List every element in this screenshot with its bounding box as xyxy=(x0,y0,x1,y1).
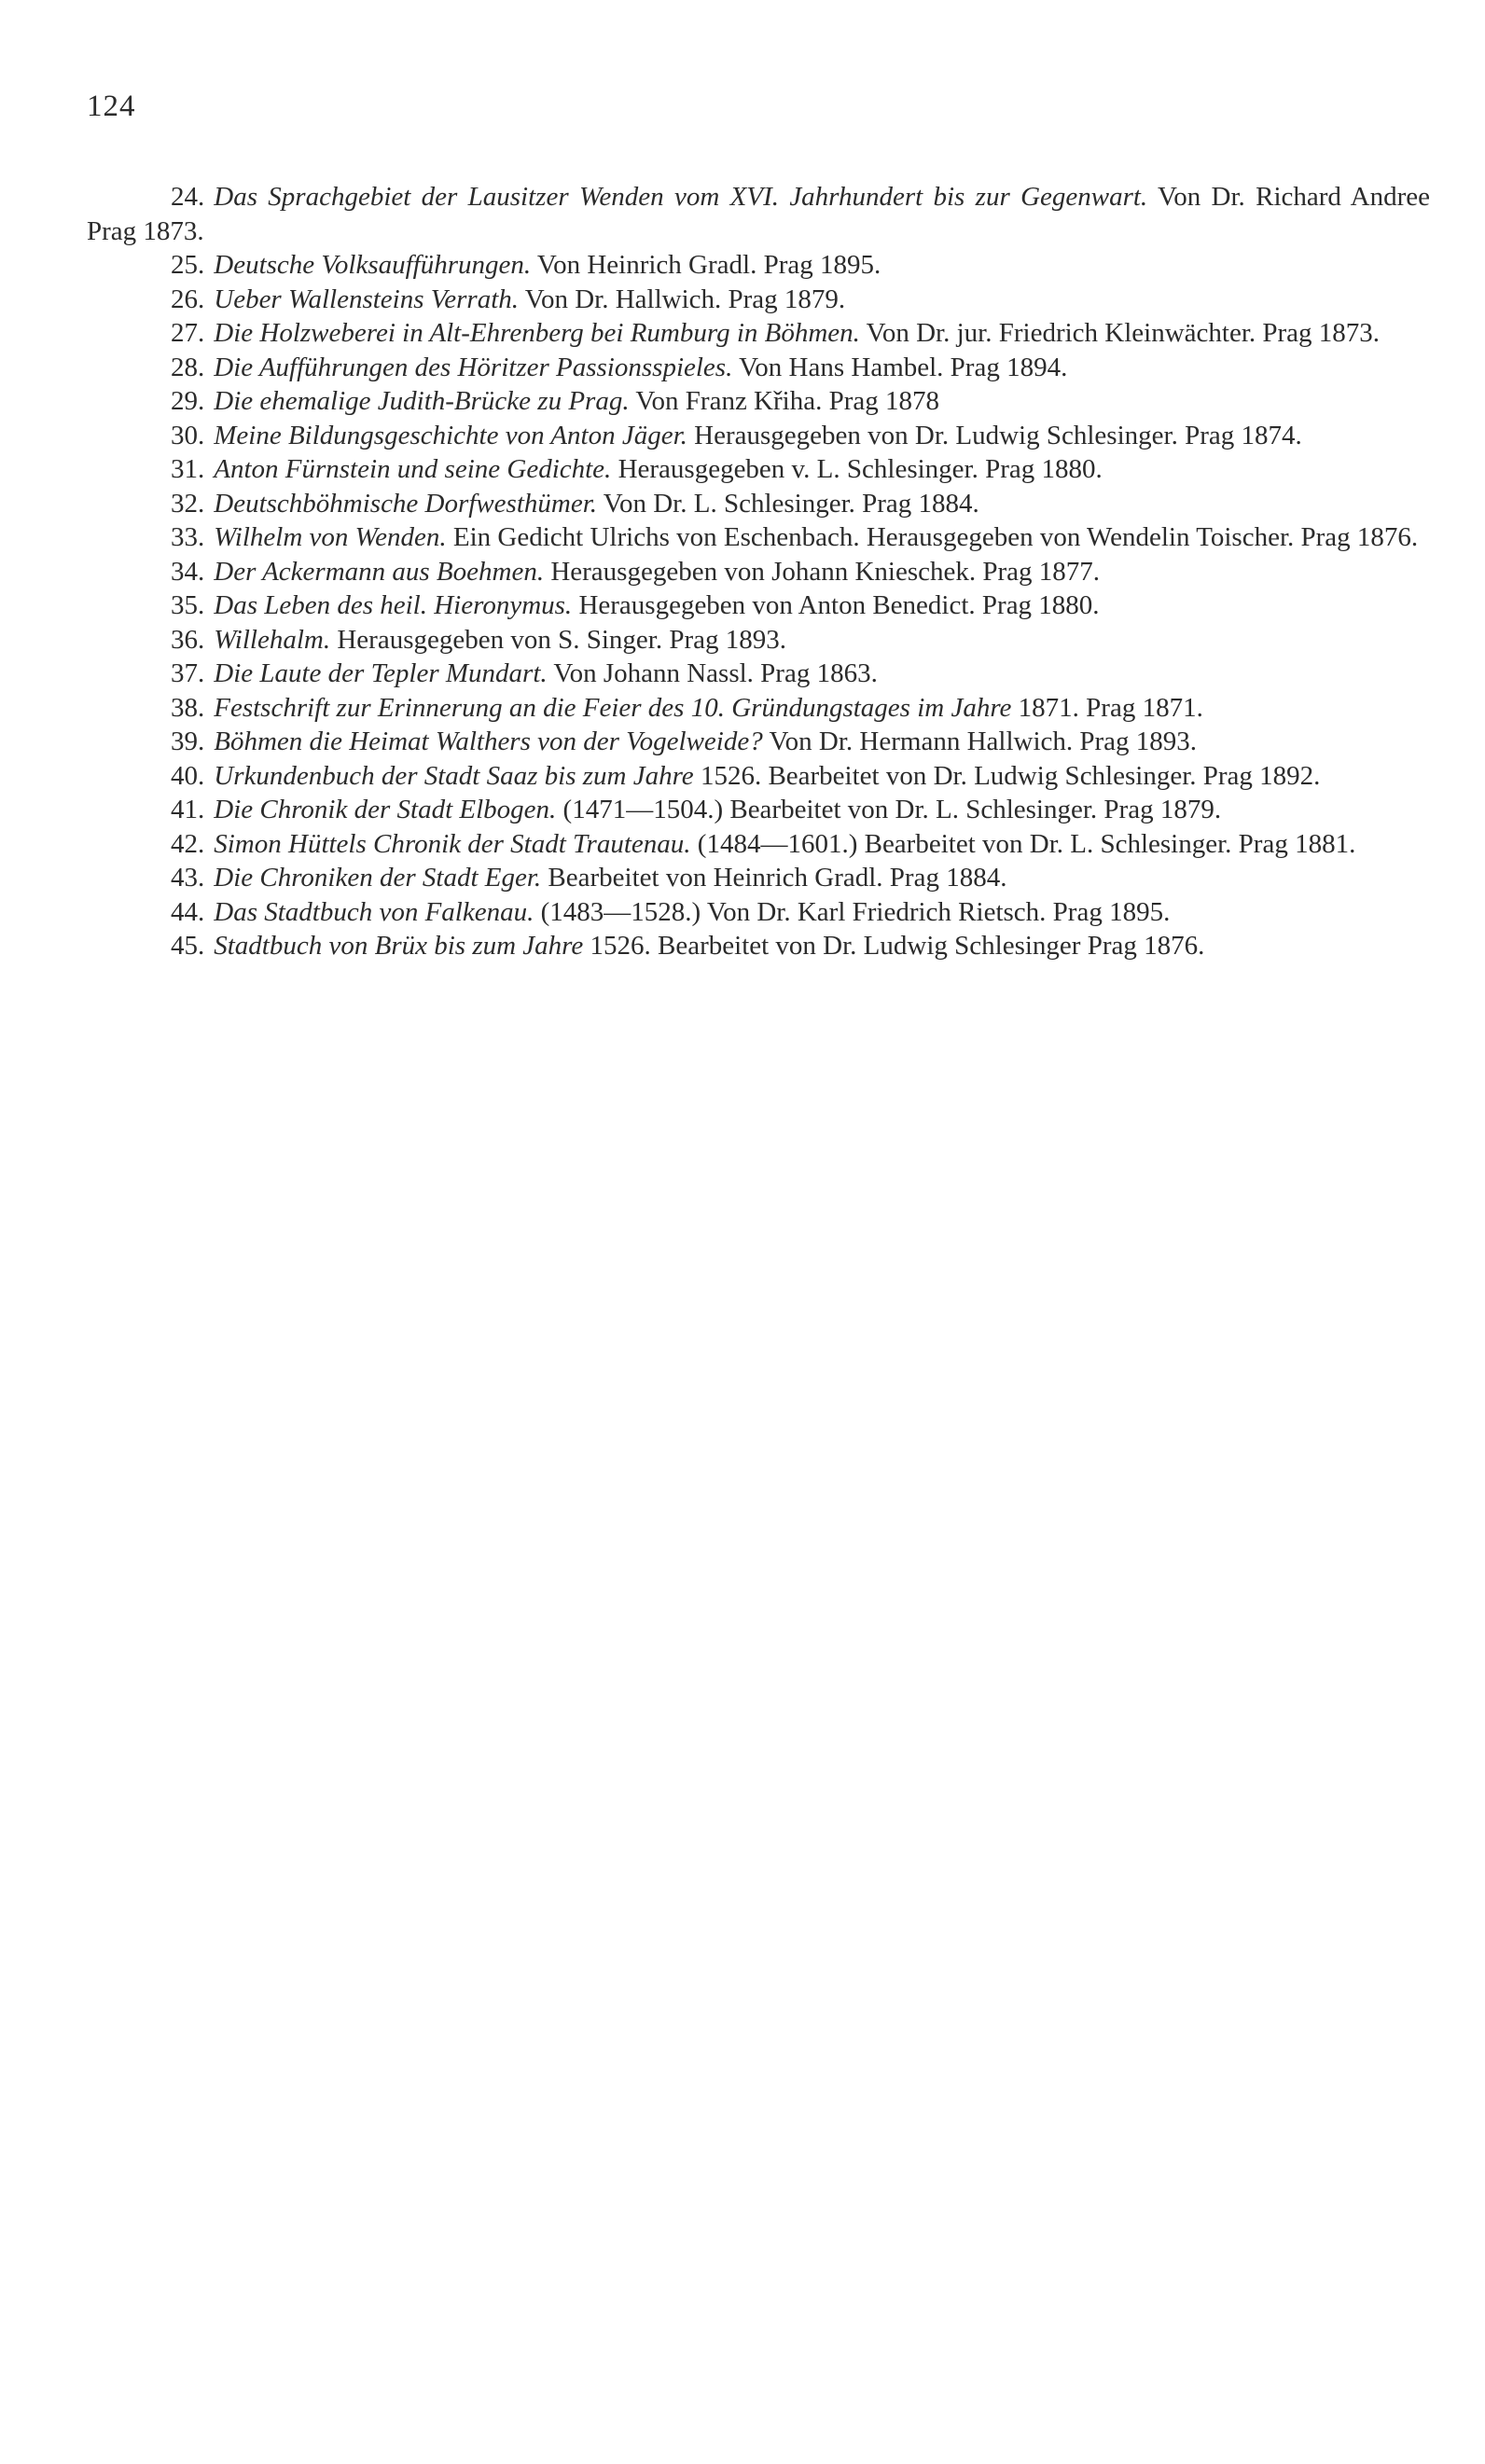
bibliography-entry xyxy=(87,929,1430,963)
entry-number: 26. xyxy=(171,284,205,314)
bibliography-list xyxy=(87,180,1430,963)
bibliography-entry xyxy=(87,793,1430,827)
entry-title: Deutsche Volksaufführungen. xyxy=(214,250,532,280)
bibliography-entry xyxy=(87,316,1430,351)
entry-number: 28. xyxy=(171,352,205,382)
entry-details: Von Dr. L. Schlesinger. Prag 1884. xyxy=(603,488,979,519)
entry-details: 1526. Bearbeitet von Dr. Ludwig Schlesinger. Prag 1892. xyxy=(700,760,1321,791)
entry-details: Herausgegeben von S. Singer. Prag 1893. xyxy=(337,624,787,655)
entry-number: 37. xyxy=(171,658,205,688)
page-number: 124 xyxy=(87,90,136,123)
entry-title: Böhmen die Heimat Walthers von der Vogelweide? xyxy=(214,727,763,756)
bibliography-entry xyxy=(87,487,1430,521)
entry-title: Deutschböhmische Dorfwesthümer. xyxy=(214,488,598,519)
bibliography-entry xyxy=(87,419,1430,453)
bibliography-entry xyxy=(87,623,1430,658)
entry-title: Festschrift zur Erinnerung an die Feier des 10. Gründungstages im Jahre xyxy=(214,692,1012,723)
bibliography-entry xyxy=(87,588,1430,623)
entry-number: 24. xyxy=(171,182,205,212)
entry-details: Von Dr. Richard Andree Prag 1873. xyxy=(87,182,1430,246)
entry-details: Von Dr. jur. Friedrich Kleinwächter. Prag 1873. xyxy=(866,318,1381,348)
entry-details: Von Dr. Hallwich. Prag 1879. xyxy=(524,284,846,314)
entry-number: 35. xyxy=(171,590,205,620)
entry-title: Wilhelm von Wenden. xyxy=(214,522,447,552)
bibliography-entry xyxy=(87,248,1430,283)
bibliography-entry xyxy=(87,895,1430,930)
entry-details: Von Heinrich Gradl. Prag 1895. xyxy=(536,250,881,280)
entry-details: Herausgegeben von Dr. Ludwig Schlesinger. Prag 1874. xyxy=(694,420,1302,450)
entry-details: Bearbeitet von Heinrich Gradl. Prag 1884. xyxy=(548,863,1007,893)
entry-title: Das Stadtbuch von Falkenau. xyxy=(214,896,534,927)
entry-title: Die Laute der Tepler Mundart. xyxy=(214,658,548,688)
entry-number: 25. xyxy=(171,250,205,280)
entry-number: 44. xyxy=(171,896,205,927)
entry-number: 32. xyxy=(171,488,205,519)
entry-details: Von Hans Hambel. Prag 1894. xyxy=(739,352,1068,382)
entry-details: Herausgegeben v. L. Schlesinger. Prag 1880. xyxy=(618,454,1103,484)
entry-title: Die Aufführungen des Höritzer Passionsspieles. xyxy=(214,352,733,382)
entry-number: 36. xyxy=(171,624,205,655)
entry-title: Simon Hüttels Chronik der Stadt Trautenau. xyxy=(214,828,691,859)
entry-details: Herausgegeben von Anton Benedict. Prag 1880. xyxy=(578,590,1100,620)
entry-title: Die Holzweberei in Alt-Ehrenberg bei Rumburg in Böhmen. xyxy=(214,318,860,348)
bibliography-entry xyxy=(87,452,1430,487)
entry-number: 33. xyxy=(171,522,205,552)
entry-title: Die Chronik der Stadt Elbogen. xyxy=(214,795,557,824)
entry-details: (1483—1528.) Von Dr. Karl Friedrich Rietsch. Prag 1895. xyxy=(540,896,1171,927)
bibliography-entry xyxy=(87,657,1430,691)
entry-title: Der Ackermann aus Boehmen. xyxy=(214,556,545,587)
entry-title: Urkundenbuch der Stadt Saaz bis zum Jahre xyxy=(214,760,694,791)
entry-details: Von Johann Nassl. Prag 1863. xyxy=(553,658,878,688)
entry-details: Von Dr. Hermann Hallwich. Prag 1893. xyxy=(769,727,1198,756)
bibliography-entry xyxy=(87,759,1430,794)
entry-number: 40. xyxy=(171,760,205,791)
entry-title: Ueber Wallensteins Verrath. xyxy=(214,284,520,314)
entry-number: 30. xyxy=(171,420,205,450)
entry-title: Die Chroniken der Stadt Eger. xyxy=(214,863,542,893)
entry-number: 39. xyxy=(171,727,205,756)
entry-number: 38. xyxy=(171,692,205,723)
entry-details: Herausgegeben von Johann Knieschek. Prag 1877. xyxy=(550,556,1101,587)
entry-details: Von Franz Křiha. Prag 1878 xyxy=(635,386,939,416)
entry-details: 1526. Bearbeitet von Dr. Ludwig Schlesinger Prag 1876. xyxy=(590,931,1205,961)
bibliography-entry xyxy=(87,861,1430,895)
entry-title: Willehalm. xyxy=(214,624,331,655)
entry-title: Stadtbuch von Brüx bis zum Jahre xyxy=(214,931,584,961)
entry-title: Das Sprachgebiet der Lausitzer Wenden vom XVI. Jahrhundert bis zur Gegenwart. xyxy=(214,182,1148,212)
bibliography-entry xyxy=(87,725,1430,759)
bibliography-entry xyxy=(87,520,1430,555)
entry-title: Die ehemalige Judith-Brücke zu Prag. xyxy=(214,386,630,416)
entry-details: Ein Gedicht Ulrichs von Eschenbach. Herausgegeben von Wendelin Toischer. Prag 1876. xyxy=(452,522,1419,552)
entry-title: Anton Fürnstein und seine Gedichte. xyxy=(214,454,612,484)
bibliography-entry xyxy=(87,384,1430,419)
entry-details: (1484—1601.) Bearbeitet von Dr. L. Schlesinger. Prag 1881. xyxy=(697,828,1356,859)
bibliography-entry xyxy=(87,283,1430,317)
entry-title: Meine Bildungsgeschichte von Anton Jäger. xyxy=(214,420,687,450)
bibliography-entry xyxy=(87,180,1430,248)
entry-number: 42. xyxy=(171,828,205,859)
entry-title: Das Leben des heil. Hieronymus. xyxy=(214,590,573,620)
bibliography-entry xyxy=(87,827,1430,862)
entry-details: (1471—1504.) Bearbeitet von Dr. L. Schlesinger. Prag 1879. xyxy=(562,795,1222,824)
entry-number: 29. xyxy=(171,386,205,416)
entry-number: 45. xyxy=(171,931,205,961)
entry-number: 41. xyxy=(171,795,205,824)
entry-details: 1871. Prag 1871. xyxy=(1018,692,1203,723)
bibliography-entry xyxy=(87,691,1430,726)
entry-number: 43. xyxy=(171,863,205,893)
entry-number: 27. xyxy=(171,318,205,348)
entry-number: 34. xyxy=(171,556,205,587)
bibliography-entry xyxy=(87,555,1430,589)
entry-number: 31. xyxy=(171,454,205,484)
bibliography-entry xyxy=(87,351,1430,385)
